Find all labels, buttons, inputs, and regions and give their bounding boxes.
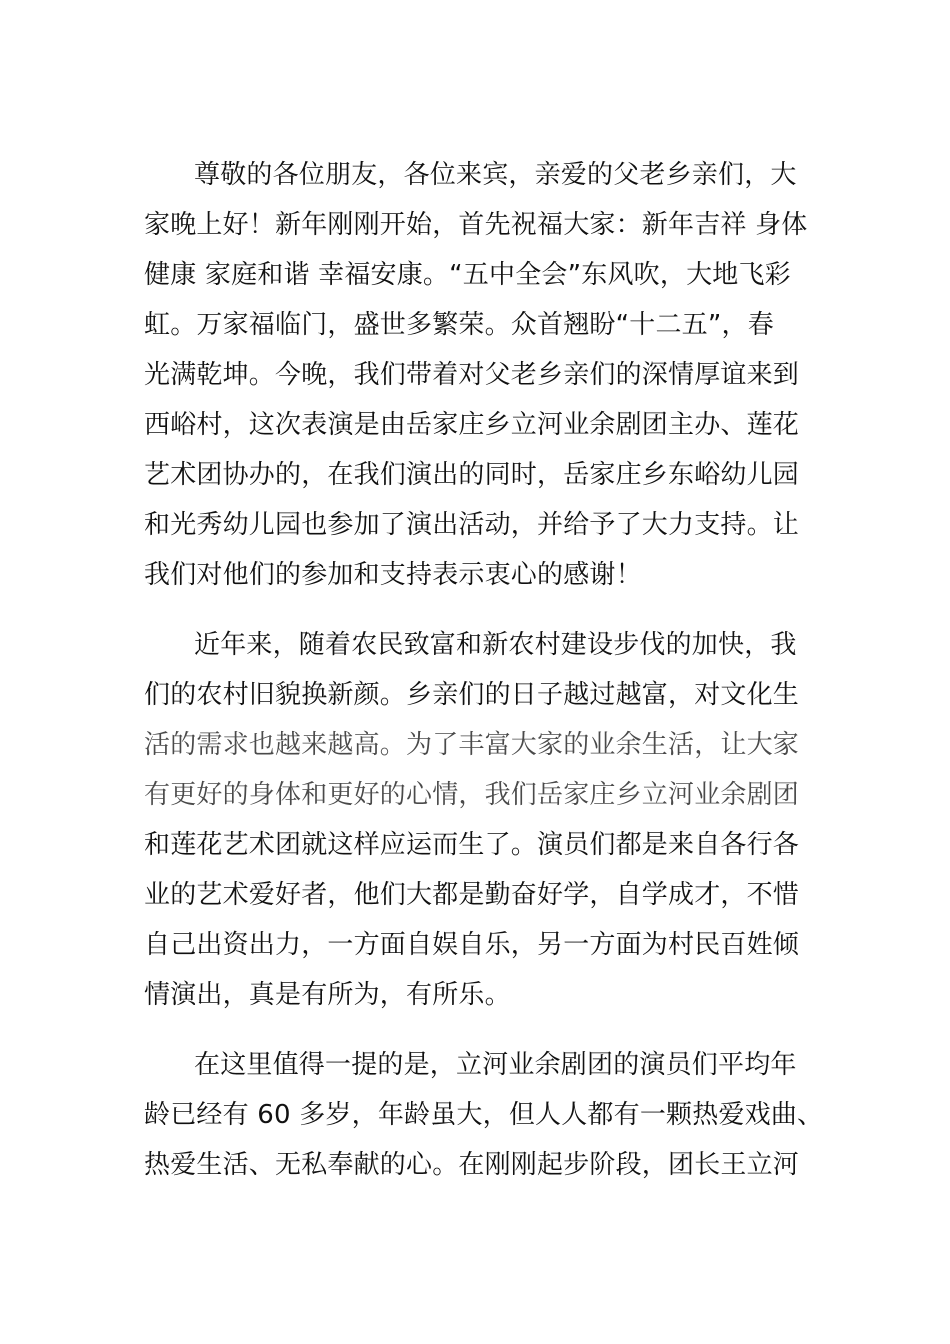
text-line: 近年来，随着农民致富和新农村建设步伐的加快，我 bbox=[194, 630, 797, 660]
paragraph-greeting bbox=[144, 150, 808, 600]
paragraph-troupe bbox=[144, 1040, 824, 1190]
text-line: 们的农村旧貌换新颜。乡亲们的日子越过越富，对文化生 bbox=[144, 680, 800, 710]
text-line: 在这里值得一提的是，立河业余剧团的演员们平均年 bbox=[194, 1050, 797, 1080]
text-line: 艺术团协办的，在我们演出的同时，岳家庄乡东峪幼儿园 bbox=[144, 460, 800, 490]
text-line: 和光秀幼儿园也参加了演出活动，并给予了大力支持。让 bbox=[144, 510, 800, 540]
text-line: 家晚上好！新年刚刚开始，首先祝福大家：新年吉祥 身体 bbox=[144, 210, 808, 240]
text-line: 我们对他们的参加和支持表示衷心的感谢！ bbox=[144, 560, 642, 590]
text-line: 自己出资出力，一方面自娱自乐，另一方面为村民百姓倾 bbox=[144, 930, 800, 960]
text-line: 有更好的身体和更好的心情，我们岳家庄乡立河业余剧团 bbox=[144, 780, 800, 810]
text-line: 和莲花艺术团就这样应运而生了。演员们都是来自各行各 bbox=[144, 830, 800, 860]
text-line: 光满乾坤。今晚，我们带着对父老乡亲们的深情厚谊来到 bbox=[144, 360, 800, 390]
text-line: 健康 家庭和谐 幸福安康。“五中全会”东风吹，大地飞彩 bbox=[144, 260, 791, 290]
text-line: 尊敬的各位朋友，各位来宾，亲爱的父老乡亲们，大 bbox=[194, 160, 797, 190]
text-line: 龄已经有 60 多岁，年龄虽大，但人人都有一颗热爱戏曲、 bbox=[144, 1100, 824, 1130]
text-line: 业的艺术爱好者，他们大都是勤奋好学，自学成才，不惜 bbox=[144, 880, 800, 910]
text-line: 热爱生活、无私奉献的心。在刚刚起步阶段，团长王立河 bbox=[144, 1150, 800, 1180]
paragraph-background bbox=[144, 620, 804, 1020]
text-line: 活的需求也越来越高。为了丰富大家的业余生活，让大家 bbox=[144, 730, 800, 760]
text-line: 西峪村，这次表演是由岳家庄乡立河业余剧团主办、莲花 bbox=[144, 410, 800, 440]
text-line: 虹。万家福临门，盛世多繁荣。众首翘盼“十二五”，春 bbox=[144, 310, 774, 340]
text-line: 情演出，真是有所为，有所乐。 bbox=[144, 980, 511, 1010]
